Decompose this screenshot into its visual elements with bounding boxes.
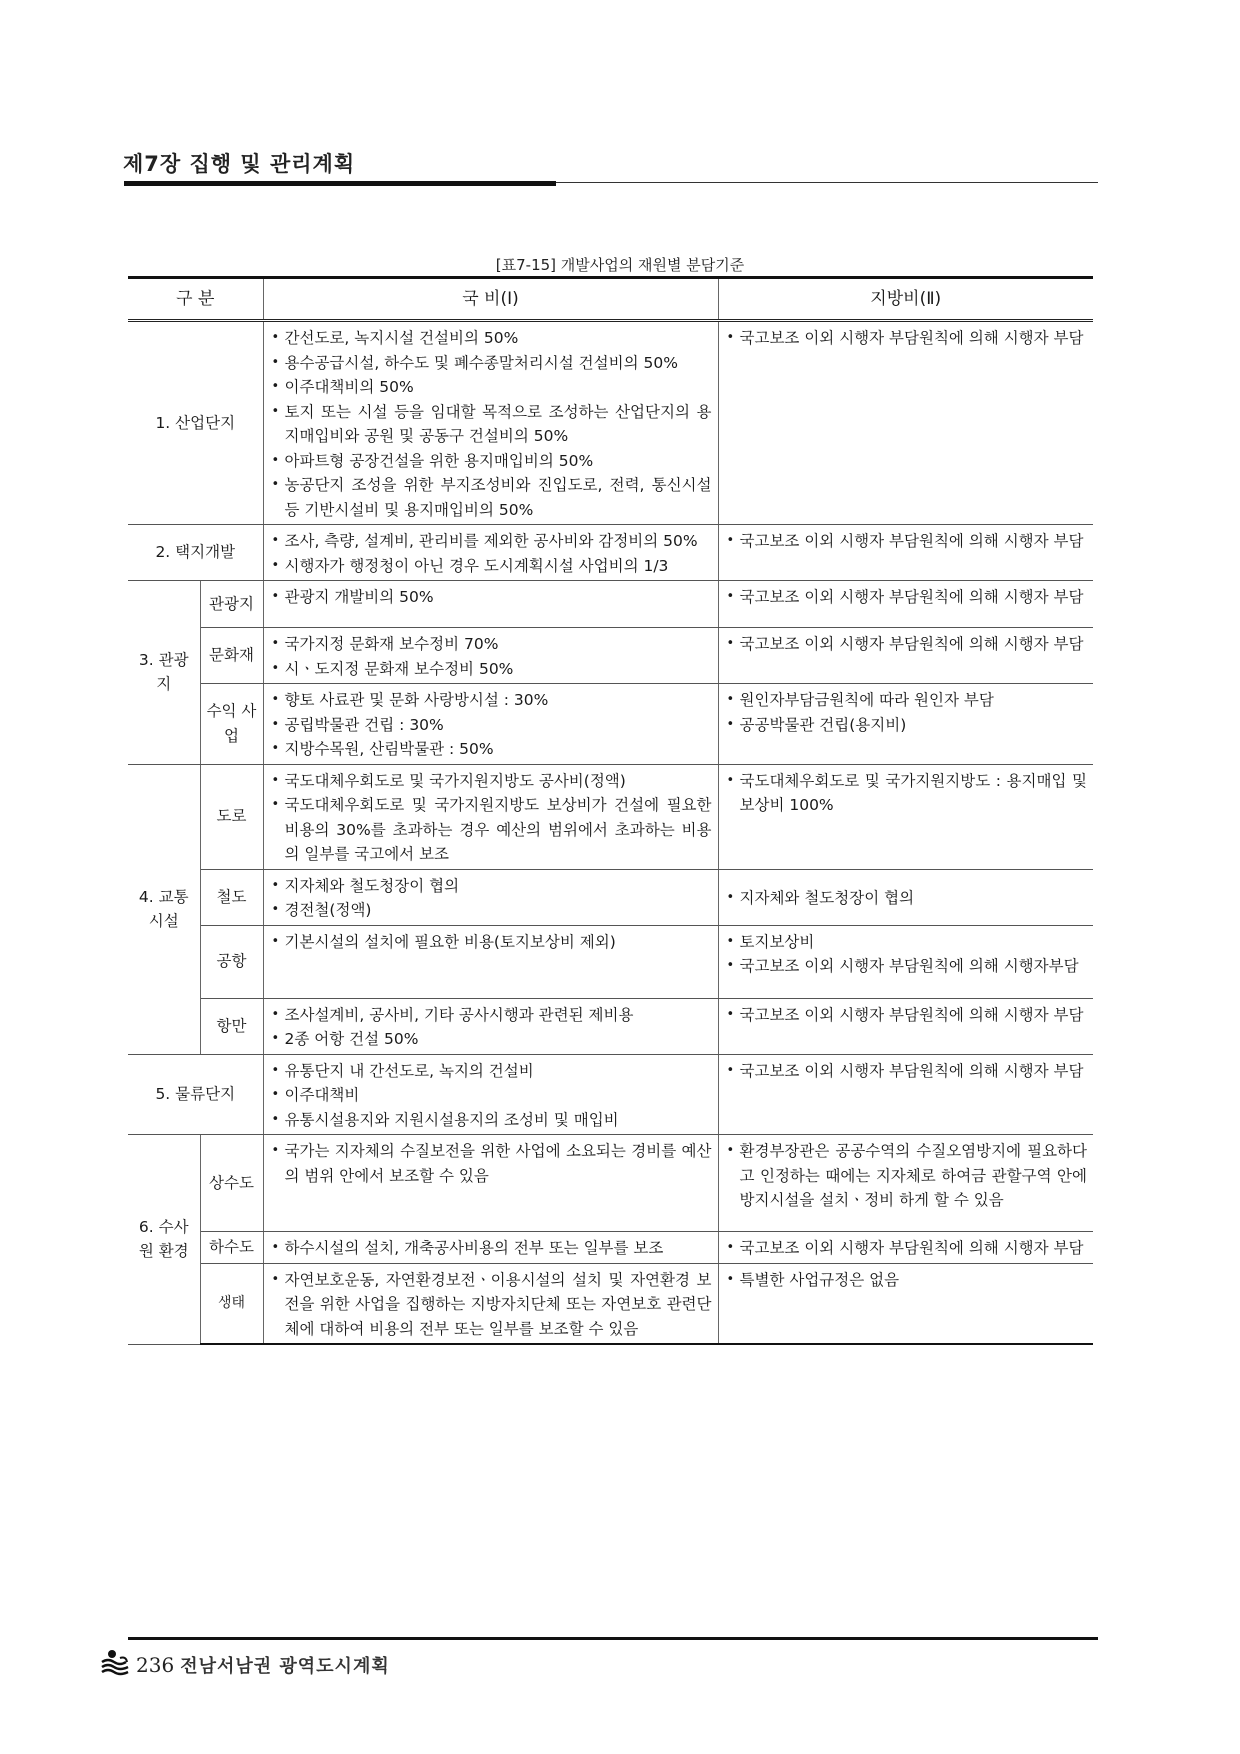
national-cell (263, 869, 718, 925)
list-item: • 토지 또는 시설 등을 임대할 목적으로 조성하는 산업단지의 용지매입비와 공원 및 공동구 건설비의 50% (272, 400, 712, 449)
local-cell (718, 581, 1093, 628)
list-item: • 향토 사료관 및 문화 사랑방시설 : 30% (272, 688, 712, 713)
national-cell (263, 764, 718, 869)
table-header-row (128, 278, 1093, 321)
header-local: 지방비(Ⅱ) (718, 278, 1093, 321)
list-item: • 유통시설용지와 지원시설용지의 조성비 및 매입비 (272, 1108, 712, 1133)
row-category: 6. 수사원 환경 (128, 1135, 200, 1345)
header-rule-thick (124, 181, 556, 186)
wave-logo-icon (100, 1648, 130, 1682)
row-subcategory: 관광지 (200, 581, 263, 628)
table-caption: [표7-15] 개발사업의 재원별 분담기준 (495, 256, 745, 274)
row-subcategory: 철도 (200, 869, 263, 925)
list-item: • 2종 어항 건설 50% (272, 1027, 712, 1052)
list-item: • 국도대체우회도로 및 국가지원지방도 : 용지매입 및 보상비 100% (727, 769, 1088, 818)
row-subcategory: 문화재 (200, 628, 263, 684)
list-item: • 특별한 사업규정은 없음 (727, 1268, 1088, 1293)
list-item: • 자연보호운동, 자연환경보전ㆍ이용시설의 설치 및 자연환경 보전을 위한 사업을 집행하는 지방자치단체 또는 자연보호 관련단체에 대하여 비용의 전부 또는 일부를 보조할 수 있음 (272, 1268, 712, 1342)
page-footer (100, 1648, 390, 1682)
row-category: 2. 택지개발 (128, 525, 263, 581)
page-number: 236 (136, 1653, 175, 1677)
list-item: • 지방수목원, 산림박물관 : 50% (272, 737, 712, 762)
local-cell (718, 764, 1093, 869)
list-item: • 간선도로, 녹지시설 건설비의 50% (272, 326, 712, 351)
local-cell (718, 869, 1093, 925)
local-cell (718, 525, 1093, 581)
header-category: 구 분 (128, 278, 263, 321)
list-item: • 기본시설의 설치에 필요한 비용(토지보상비 제외) (272, 930, 712, 955)
row-subcategory: 도로 (200, 764, 263, 869)
header-national: 국 비(Ⅰ) (263, 278, 718, 321)
list-item: • 원인자부담금원칙에 따라 원인자 부담 (727, 688, 1088, 713)
list-item: • 국도대체우회도로 및 국가지원지방도 보상비가 건설에 필요한 비용의 30%를 초과하는 경우 예산의 범위에서 초과하는 비용의 일부를 국고에서 보조 (272, 793, 712, 867)
document-title: 전남서남권 광역도시계획 (180, 1656, 390, 1677)
list-item: • 지자체와 철도청장이 협의 (272, 874, 712, 899)
list-item: • 국고보조 이외 시행자 부담원칙에 의해 시행자 부담 (727, 326, 1088, 351)
local-cell (718, 628, 1093, 684)
table-row (128, 764, 1093, 869)
list-item: • 지자체와 철도청장이 협의 (727, 886, 1088, 911)
list-item: • 환경부장관은 공공수역의 수질오염방지에 필요하다고 인정하는 때에는 지자체로 하여금 관할구역 안에 방지시설을 설치ㆍ정비 하게 할 수 있음 (727, 1139, 1088, 1213)
row-category: 4. 교통 시설 (128, 764, 200, 1054)
table-row (128, 998, 1093, 1054)
list-item: • 하수시설의 설치, 개축공사비용의 전부 또는 일부를 보조 (272, 1236, 712, 1261)
list-item: • 국가지정 문화재 보수정비 70% (272, 632, 712, 657)
row-category: 3. 관광지 (128, 581, 200, 765)
table-row (128, 321, 1093, 525)
list-item: • 국고보조 이외 시행자 부담원칙에 의해 시행자 부담 (727, 1003, 1088, 1028)
list-item: • 농공단지 조성을 위한 부지조성비와 진입도로, 전력, 통신시설 등 기반시설비 및 용지매입비의 50% (272, 473, 712, 522)
table-row (128, 581, 1093, 628)
list-item: • 관광지 개발비의 50% (272, 585, 712, 610)
cost-sharing-table (128, 276, 1093, 1345)
row-subcategory: 공항 (200, 925, 263, 998)
row-subcategory: 항만 (200, 998, 263, 1054)
list-item: • 이주대책비의 50% (272, 375, 712, 400)
table-row (128, 925, 1093, 998)
local-cell (718, 684, 1093, 765)
national-cell (263, 1263, 718, 1344)
list-item: • 국가는 지자체의 수질보전을 위한 사업에 소요되는 경비를 예산의 범위 안에서 보조할 수 있음 (272, 1139, 712, 1188)
list-item: • 국도대체우회도로 및 국가지원지방도 공사비(정액) (272, 769, 712, 794)
national-cell (263, 925, 718, 998)
row-subcategory: 생태 (200, 1263, 263, 1344)
national-cell (263, 1232, 718, 1264)
list-item: • 국고보조 이외 시행자 부담원칙에 의해 시행자 부담 (727, 1236, 1088, 1261)
list-item: • 토지보상비 (727, 930, 1088, 955)
list-item: • 유통단지 내 간선도로, 녹지의 건설비 (272, 1059, 712, 1084)
local-cell (718, 998, 1093, 1054)
national-cell (263, 321, 718, 525)
national-cell (263, 581, 718, 628)
list-item: • 경전철(정액) (272, 898, 712, 923)
header-rule-thin (556, 182, 1098, 183)
local-cell (718, 925, 1093, 998)
table-row (128, 1263, 1093, 1344)
row-subcategory: 하수도 (200, 1232, 263, 1264)
row-subcategory: 상수도 (200, 1135, 263, 1232)
local-cell (718, 1263, 1093, 1344)
list-item: • 국고보조 이외 시행자 부담원칙에 의해 시행자 부담 (727, 632, 1088, 657)
chapter-title: 제7장 집행 및 관리계획 (123, 152, 356, 176)
table-row (128, 684, 1093, 765)
national-cell (263, 1135, 718, 1232)
list-item: • 아파트형 공장건설을 위한 용지매입비의 50% (272, 449, 712, 474)
list-item: • 국고보조 이외 시행자 부담원칙에 의해 시행자 부담 (727, 1059, 1088, 1084)
list-item: • 공립박물관 건립 : 30% (272, 713, 712, 738)
list-item: • 조사설계비, 공사비, 기타 공사시행과 관련된 제비용 (272, 1003, 712, 1028)
list-item: • 조사, 측량, 설계비, 관리비를 제외한 공사비와 감정비의 50% (272, 529, 712, 554)
national-cell (263, 1054, 718, 1135)
list-item: • 공공박물관 건립(용지비) (727, 713, 1088, 738)
list-item: • 국고보조 이외 시행자 부담원칙에 의해 시행자 부담 (727, 529, 1088, 554)
national-cell (263, 684, 718, 765)
table-row (128, 1232, 1093, 1264)
list-item: • 국고보조 이외 시행자 부담원칙에 의해 시행자부담 (727, 954, 1088, 979)
table-row (128, 1135, 1093, 1232)
list-item: • 시행자가 행정청이 아닌 경우 도시계획시설 사업비의 1/3 (272, 554, 712, 579)
table-row (128, 525, 1093, 581)
table-row (128, 869, 1093, 925)
table-row (128, 628, 1093, 684)
local-cell (718, 1054, 1093, 1135)
local-cell (718, 1232, 1093, 1264)
row-category: 1. 산업단지 (128, 321, 263, 525)
footer-rule (128, 1637, 1098, 1640)
national-cell (263, 525, 718, 581)
row-subcategory: 수익 사업 (200, 684, 263, 765)
list-item: • 용수공급시설, 하수도 및 폐수종말처리시설 건설비의 50% (272, 351, 712, 376)
table-row (128, 1054, 1093, 1135)
list-item: • 시ㆍ도지정 문화재 보수정비 50% (272, 657, 712, 682)
row-category: 5. 물류단지 (128, 1054, 263, 1135)
national-cell (263, 998, 718, 1054)
national-cell (263, 628, 718, 684)
list-item: • 국고보조 이외 시행자 부담원칙에 의해 시행자 부담 (727, 585, 1088, 610)
list-item: • 이주대책비 (272, 1083, 712, 1108)
local-cell (718, 1135, 1093, 1232)
local-cell (718, 321, 1093, 525)
